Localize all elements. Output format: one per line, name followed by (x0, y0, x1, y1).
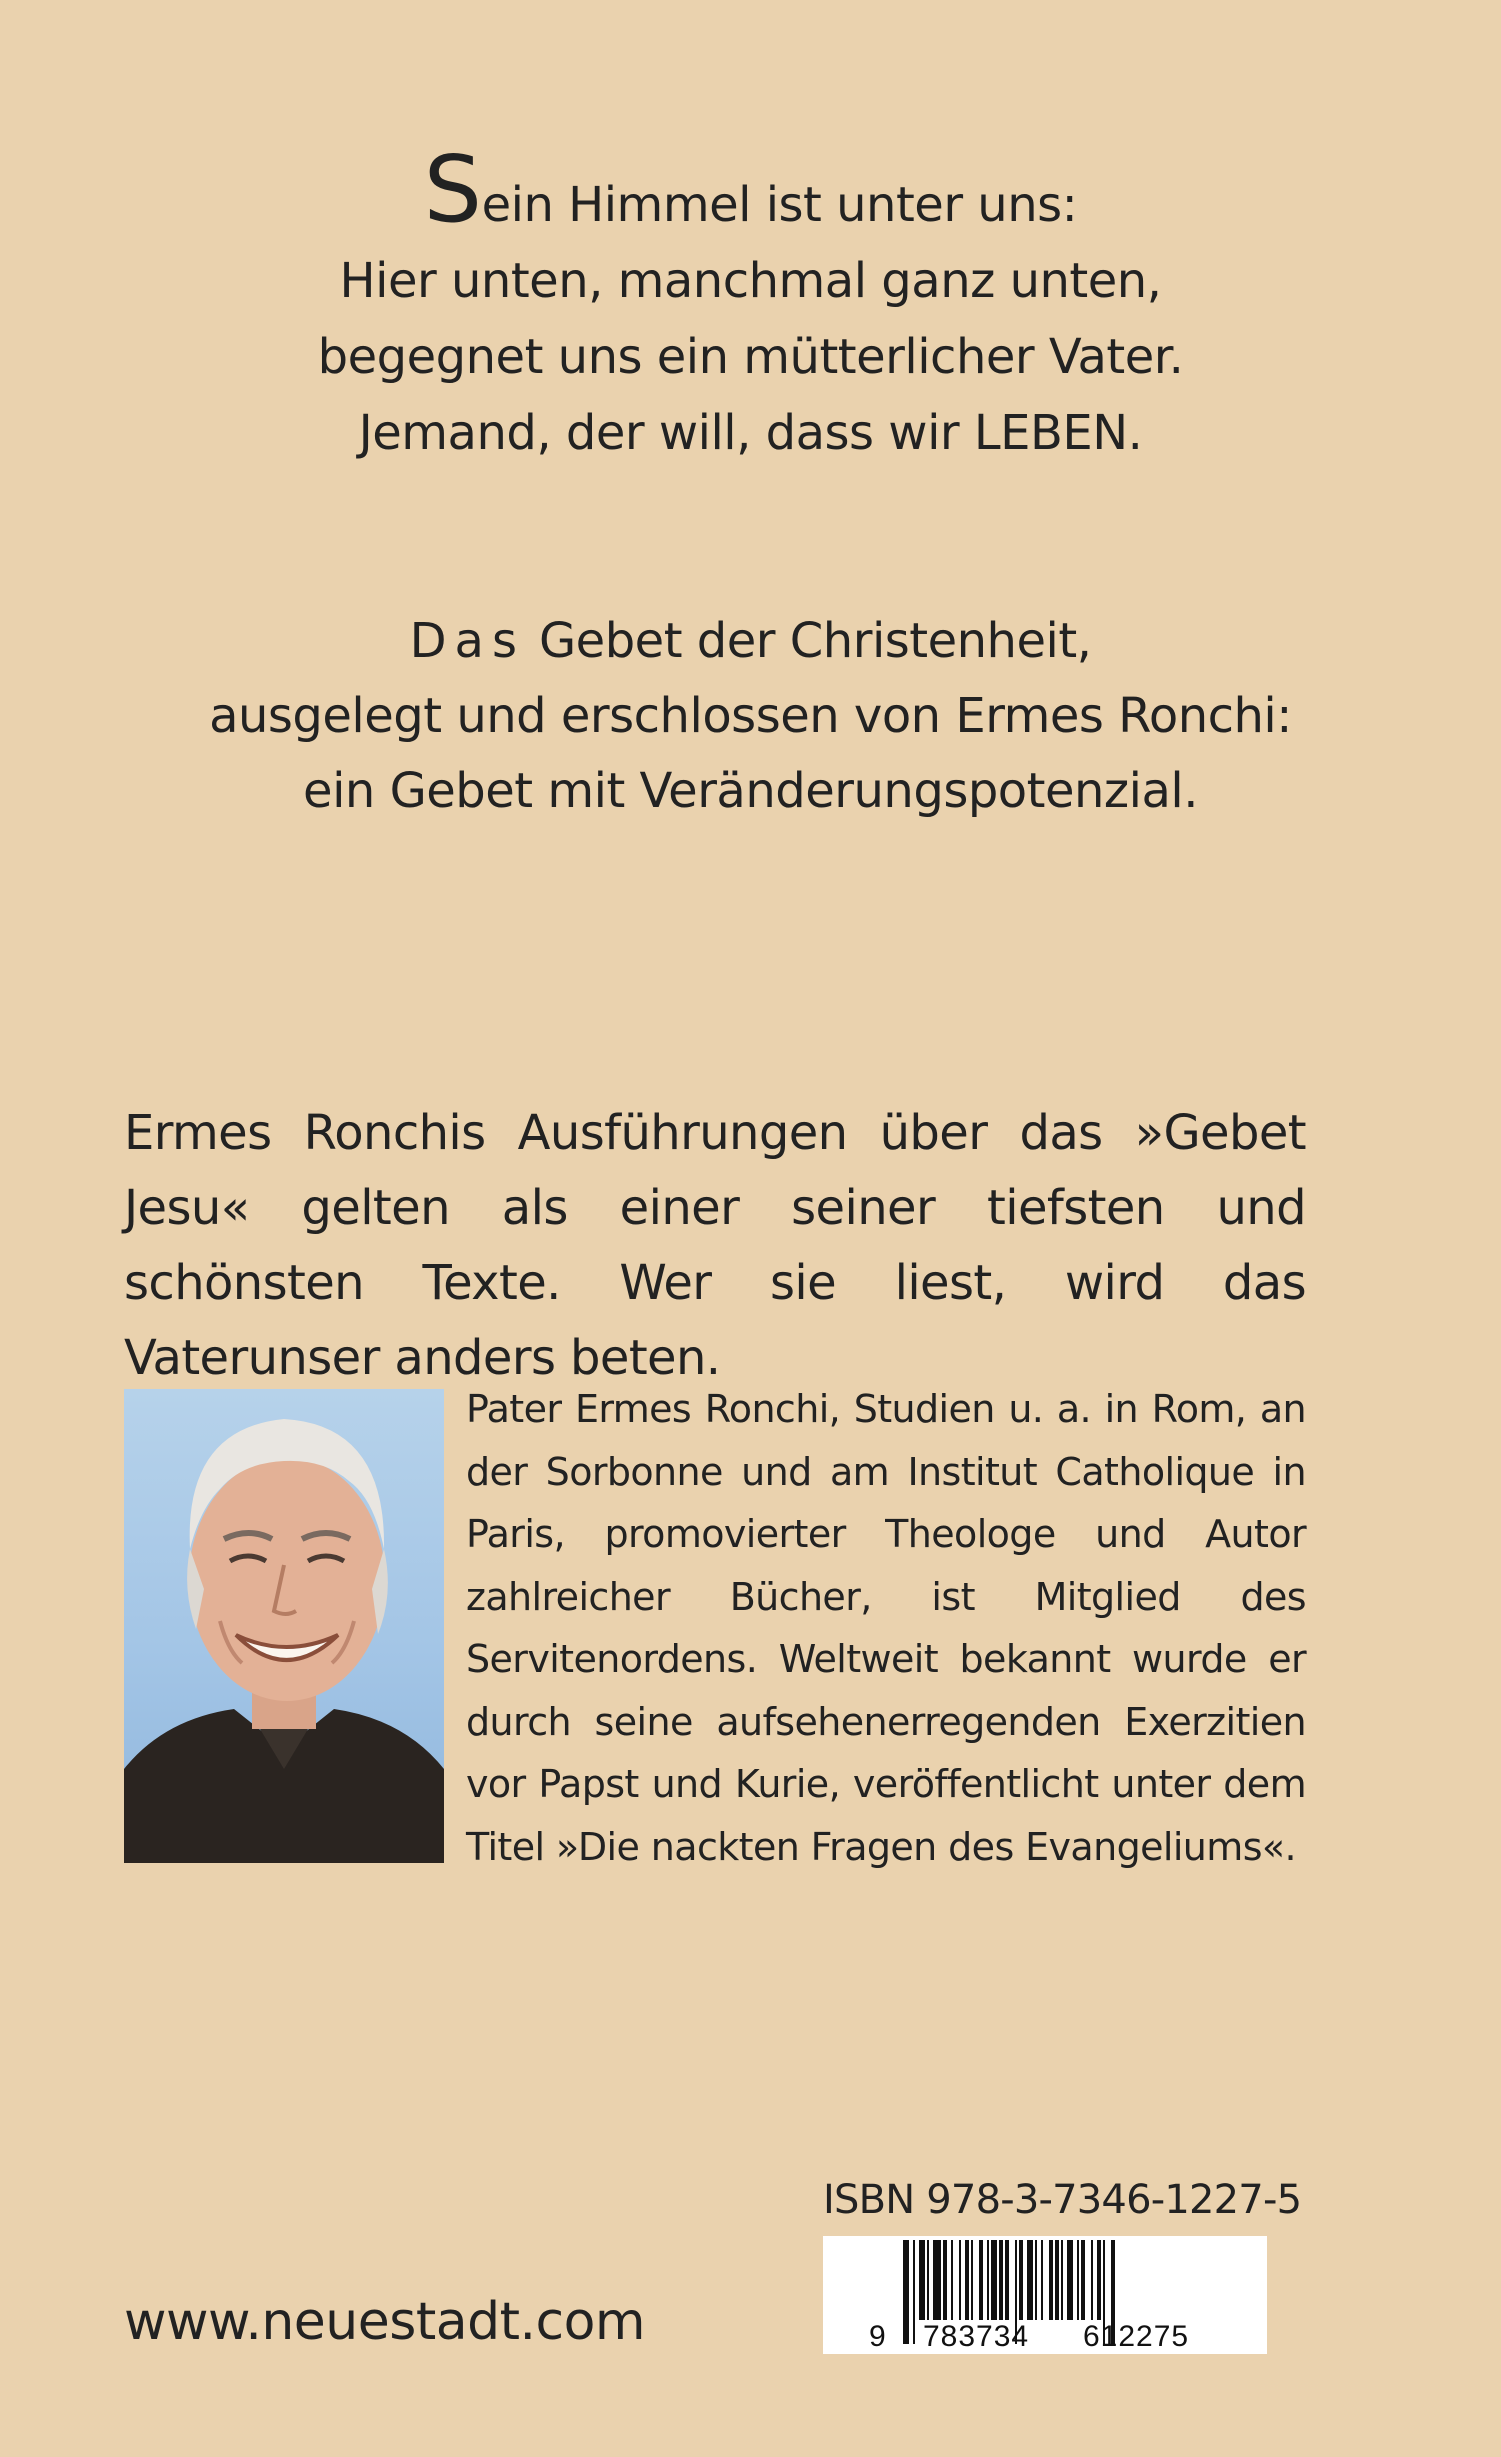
barcode-bar (913, 2240, 915, 2344)
quote-line-4: Jemand, der will, dass wir LEBEN. (358, 405, 1143, 461)
isbn-label: ISBN 978-3-7346-1227-5 (823, 2177, 1302, 2223)
barcode-bar (1077, 2240, 1079, 2320)
description-line-1-text: Gebet der Christenheit, (538, 613, 1092, 669)
author-bio: Pater Ermes Ronchi, Studien u. a. in Rom, an der Sorbonne und am Institut Catholique in Paris, promovierter Theologe und Autor zahlreicher Bücher, ist Mitglied des Servitenordens. Weltweit bekannt wurde er durch seine aufsehenerregenden Exerzitien vor Papst und Kurie, veröffentlicht unter dem Titel »Die nackten Fragen des Evangeliums«. (466, 1387, 1306, 1869)
barcode-bar (959, 2240, 961, 2320)
barcode-bar (1049, 2240, 1053, 2320)
barcode-bar (971, 2240, 973, 2320)
barcode-bar (991, 2240, 997, 2320)
description-line-1 (0, 604, 1501, 679)
quote-line-1-text: ein Himmel ist unter uns: (481, 177, 1078, 233)
barcode-bar (965, 2240, 969, 2320)
barcode-bar (1067, 2240, 1073, 2320)
description-line-2: ausgelegt und erschlossen von Ermes Ronchi: (209, 688, 1292, 744)
barcode-right-digits: 612275 (1083, 2320, 1190, 2353)
barcode-bar (987, 2240, 989, 2320)
quote-line-3: begegnet uns ein mütterlicher Vater. (317, 329, 1184, 385)
barcode-bar (1055, 2240, 1059, 2320)
drop-cap: S (423, 136, 482, 243)
publisher-website[interactable]: www.neuestadt.com (124, 2292, 646, 2352)
description-line-3: ein Gebet mit Veränderungspotenzial. (303, 763, 1198, 819)
barcode-first-digit: 9 (869, 2320, 886, 2353)
barcode-graphic (823, 2236, 1267, 2354)
intro-paragraph: Ermes Ronchis Ausführungen über das »Gebet Jesu« gelten als einer seiner tiefsten und schönsten Texte. Wer sie liest, wird das Vaterunser anders beten. (124, 1105, 1306, 1386)
description-block (0, 604, 1501, 829)
quote-line-1 (0, 136, 1501, 243)
author-photo (124, 1389, 444, 1863)
isbn-barcode (823, 2236, 1267, 2354)
barcode-bar (943, 2240, 947, 2320)
barcode-bar (927, 2240, 929, 2320)
description-spaced-word: Das (409, 613, 525, 669)
barcode-bar (1091, 2240, 1093, 2320)
barcode-bar (951, 2240, 953, 2320)
barcode-bar (933, 2240, 941, 2320)
barcode-bar (1027, 2240, 1033, 2320)
quote-block (0, 136, 1501, 471)
barcode-bar (1081, 2240, 1085, 2320)
barcode-bar (919, 2240, 925, 2320)
barcode-bar (1019, 2240, 1023, 2320)
author-portrait-illustration (124, 1389, 444, 1863)
barcode-bar (903, 2240, 909, 2344)
barcode-bar (979, 2240, 983, 2320)
barcode-left-digits: 783734 (923, 2320, 1030, 2353)
barcode-bar (1097, 2240, 1101, 2320)
barcode-bar (999, 2240, 1003, 2320)
barcode-bar (1061, 2240, 1063, 2320)
barcode-bar (1041, 2240, 1043, 2320)
quote-line-2: Hier unten, manchmal ganz unten, (339, 253, 1162, 309)
barcode-bar (1005, 2240, 1009, 2320)
barcode-bar (1035, 2240, 1037, 2320)
